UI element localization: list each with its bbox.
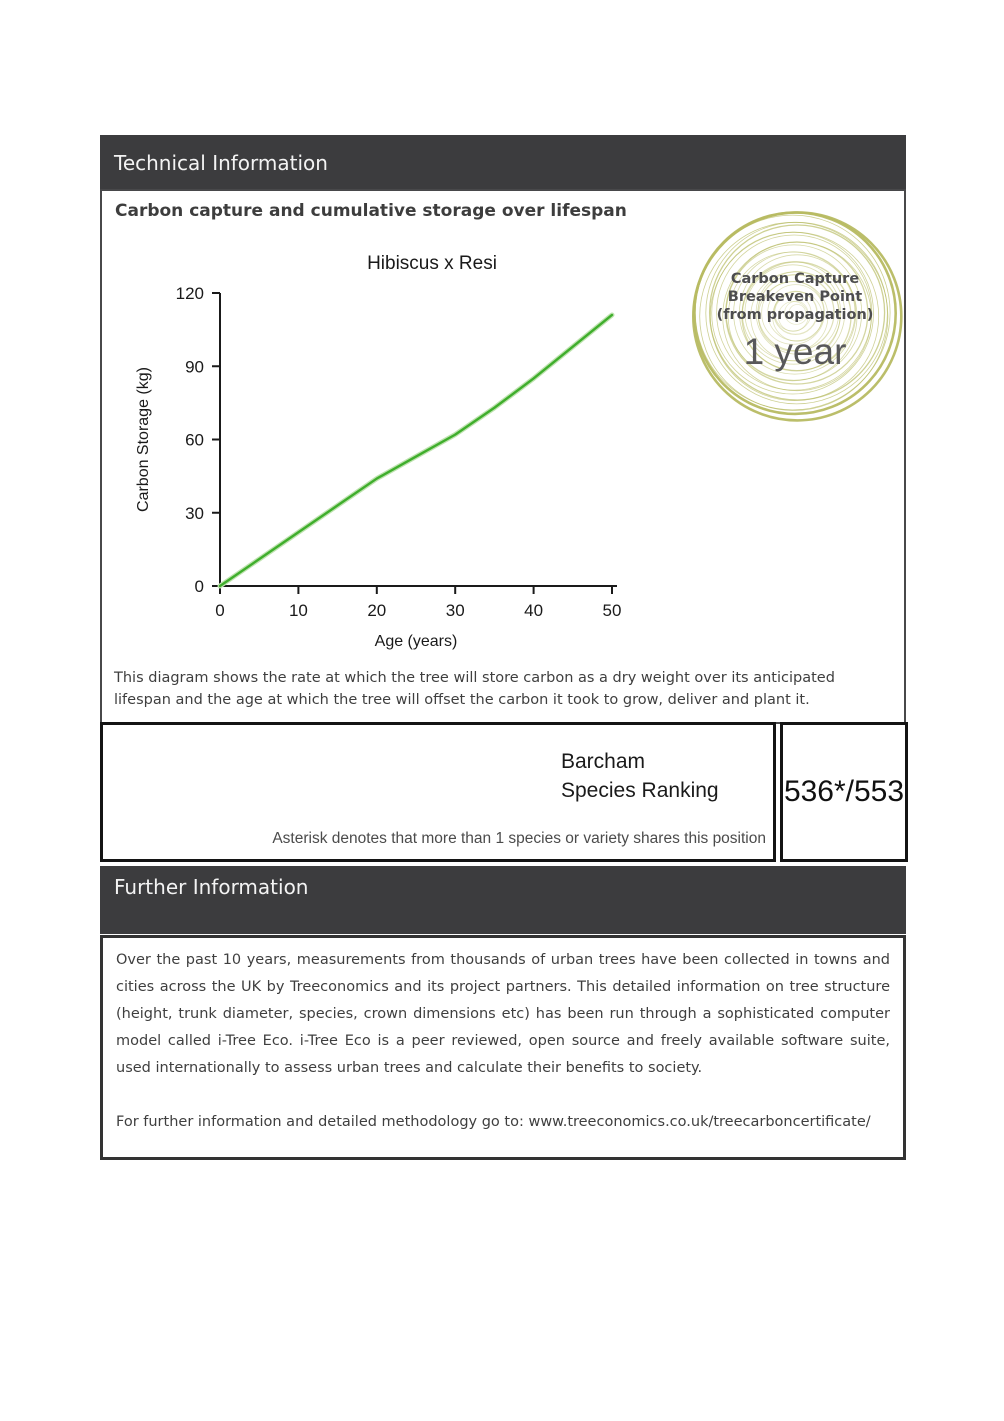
chart-axes	[220, 293, 617, 586]
badge-title-line1: Carbon Capture	[730, 271, 860, 287]
ranking-value-box	[780, 722, 908, 862]
svg-text:10: 10	[288, 601, 308, 620]
asterisk-note: Asterisk denotes that more than 1 species or variety shares this position	[272, 830, 766, 847]
breakeven-value: 1 year	[743, 331, 847, 372]
chart-description: This diagram shows the rate at which the tree will store carbon as a dry weight over its anticipated lifespan and the age at which the tree will offset the carbon it took to grow, deliver and plant it.	[114, 670, 835, 708]
badge-title-line3: (from propagation)	[716, 307, 874, 323]
technical-information-title: Technical Information	[114, 150, 328, 175]
further-panel	[100, 935, 906, 1160]
svg-text:120: 120	[175, 284, 204, 303]
further-link-line: For further information and detailed methodology go to: www.treeconomics.co.uk/treecarboncertificate/	[116, 1114, 871, 1130]
further-paragraph: Over the past 10 years, measurements from thousands of urban trees have been collected in towns and cities across the UK by Treeconomics and its project partners. This detailed information on tree structure (height, trunk diameter, species, crown dimensions etc) has been run through a sophisticated computer model called i-Tree Eco. i-Tree Eco is a peer reviewed, open source and freely available software suite, used internationally to assess urban trees and calculate their benefits to society.	[116, 952, 890, 1076]
ranking-label-line1: Barcham	[561, 750, 646, 773]
species-ranking-label	[561, 747, 719, 805]
svg-text:0: 0	[215, 601, 225, 620]
svg-text:30: 30	[445, 601, 465, 620]
technical-information-header	[100, 135, 906, 190]
svg-text:30: 30	[185, 503, 204, 523]
further-information-header	[100, 866, 906, 934]
breakeven-badge	[686, 206, 904, 424]
carbon-capture-heading: Carbon capture and cumulative storage over lifespan	[115, 201, 627, 221]
badge-title-line2: Breakeven Point	[727, 289, 863, 305]
svg-text:60: 60	[185, 430, 204, 450]
carbon-storage-line	[220, 315, 612, 586]
svg-text:20: 20	[367, 601, 387, 620]
svg-text:0: 0	[194, 577, 204, 596]
ranking-label-line2: Species Ranking	[561, 779, 719, 802]
species-ranking-box	[100, 722, 776, 862]
further-information-title: Further Information	[114, 875, 309, 899]
technical-panel	[100, 189, 906, 724]
chart-title: Hibiscus x Resi	[367, 253, 497, 274]
y-axis-label: Carbon Storage (kg)	[135, 367, 152, 512]
breakeven-badge-text	[686, 212, 904, 430]
ranking-value: 536*/553	[783, 775, 905, 808]
svg-text:50: 50	[602, 601, 622, 620]
svg-text:90: 90	[185, 357, 204, 377]
x-axis-label: Age (years)	[374, 633, 458, 650]
svg-text:40: 40	[524, 601, 544, 620]
